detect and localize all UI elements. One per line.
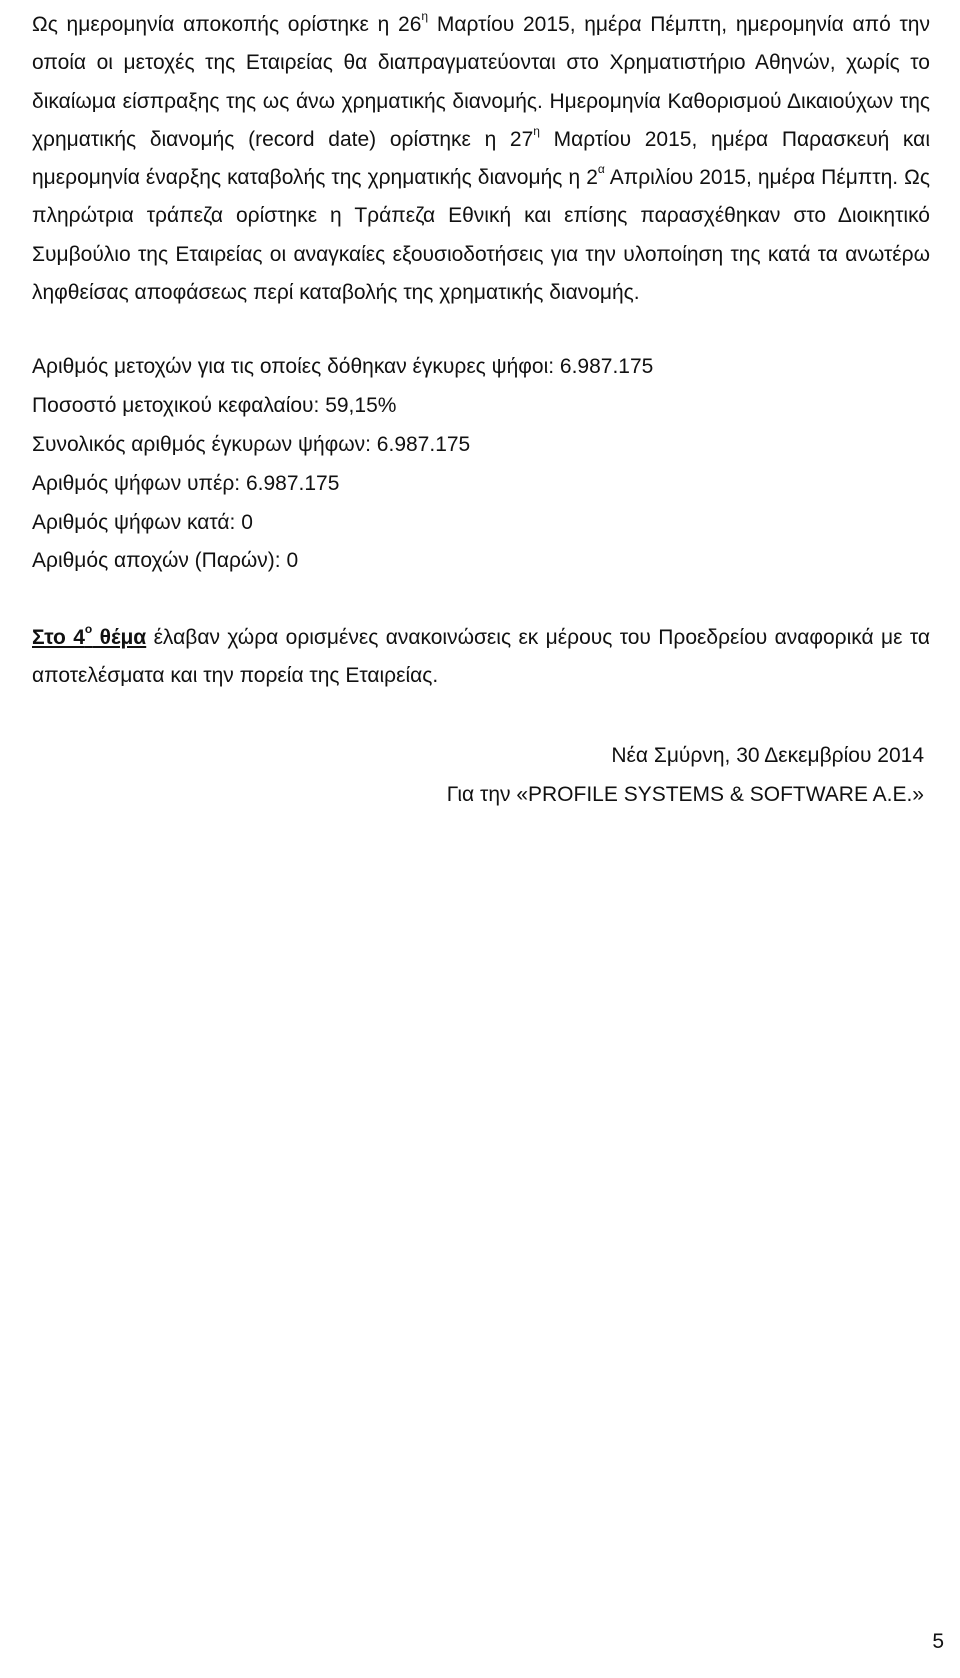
paragraph-distribution-dates: Ως ημερομηνία αποκοπής ορίστηκε η $26^\eta$ Μαρτίου 2015, ημέρα Πέμπτη, ημερομηνία από την οποία οι μετοχές της Εταιρείας θα διαπραγματεύονται στο Χρηματιστήριο Αθηνών, χωρίς το δικαίωμα είσπραξης της ως άνω χρηματικής διανομής. Ημερομηνία Καθορισμού Δικαιούχων της χρηματικής διανομής (record date) ορίστηκε η $27^\eta$ Μαρτίου 2015, ημέρα Παρασκευή και ημερομηνία έναρξης καταβολής της χρηματικής διανομής η $2^\alpha$ Απριλίου 2015, ημέρα Πέμπτη. Ως πληρώτρια τράπεζα ορίστηκε η Τράπεζα Εθνική και επίσης παρασχέθηκαν στο Διοικητικό Συμβούλιο της Εταιρείας οι αναγκαίες εξουσιοδοτήσεις για την υλοποίηση της κατά τα ανωτέρω ληφθείσας αποφάσεως περί καταβολής της χρηματικής διανομής. xyxy=(32,9,930,305)
signature-place-date: Νέα Σμύρνη, 30 Δεκεμβρίου 2014 xyxy=(611,743,924,767)
stat-votes-against: Αριθμός ψήφων κατά: 0 xyxy=(32,510,253,534)
stat-votes-for: Αριθμός ψήφων υπέρ: 6.987.175 xyxy=(32,471,340,495)
item-4-label: Στο $4^o$ θέμα xyxy=(32,622,147,650)
signature-company: Για την «PROFILE SYSTEMS & SOFTWARE A.E.» xyxy=(446,782,924,806)
stat-capital-percentage: Ποσοστό μετοχικού κεφαλαίου: 59,15% xyxy=(32,394,397,418)
voting-results xyxy=(32,348,930,581)
stat-total-valid-votes: Συνολικός αριθμός έγκυρων ψήφων: 6.987.175 xyxy=(32,432,471,456)
document-page xyxy=(32,6,930,814)
paragraph-item-4: Στο $4^o$ θέμα έλαβαν χώρα ορισμένες ανακοινώσεις εκ μέρους του Προεδρείου αναφορικά με τα αποτελέσματα και την πορεία της Εταιρείας. xyxy=(32,622,930,688)
stat-abstentions: Αριθμός αποχών (Παρών): 0 xyxy=(32,549,299,573)
page-number: 5 xyxy=(932,1630,944,1653)
signature-block xyxy=(32,736,930,814)
stat-valid-shares: Αριθμός μετοχών για τις οποίες δόθηκαν έγκυρες ψήφοι: 6.987.175 xyxy=(32,355,654,379)
